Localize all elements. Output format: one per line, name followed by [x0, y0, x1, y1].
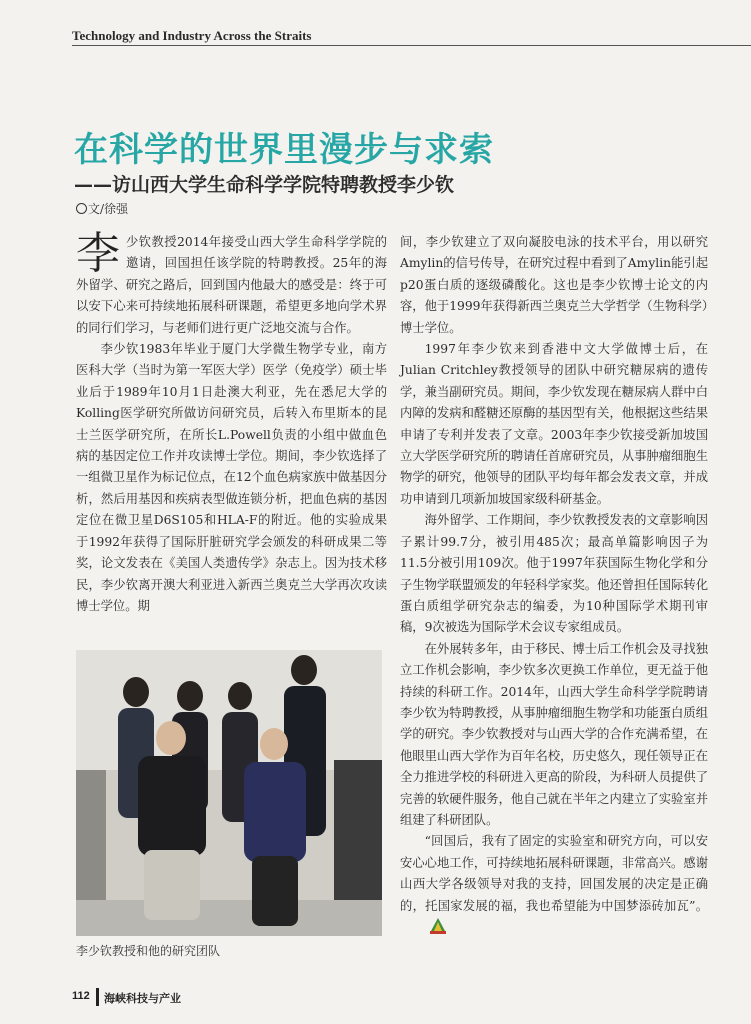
drop-cap: 李 [76, 228, 120, 279]
article-subtitle: ——访山西大学生命科学学院特聘教授李少钦 [74, 174, 455, 196]
journal-name: 海峡科技与产业 [104, 992, 181, 1005]
paragraph [76, 228, 387, 339]
team-photo [76, 650, 382, 936]
right-column [400, 232, 708, 939]
end-mark-icon [403, 917, 423, 935]
paragraph [400, 831, 708, 939]
footer-divider [96, 988, 99, 1006]
paragraph: 海外留学、工作期间，李少钦教授发表的文章影响因子累计99.7分，被引用485次；最高单篇影响因子为11.5分被引用109次。他于1997年获国际生物化学和分子生物学联盟颁发的年轻科学家奖。他还曾担任国际转化蛋白质组学研究杂志的编委，为10种国际学术期刊审稿，9次被选为国际学术会议专家组成员。 [400, 513, 708, 635]
paragraph: 1997年李少钦来到香港中文大学做博士后，在Julian Critchley教授领导的团队中研究糖尿病的遗传学，兼当副研究员。期间，李少钦发现在糖尿病人群中白内障的发病和醛糖还原酶的基因型有关，他根据这些结果申请了专利并发表了文章。2003年李少钦接受新加坡国立大学医学研究所的聘请任首席研究员，从事肿瘤细胞生物学的研究，他领导的团队平均每年都会发表文章，并成功申请到几项新加坡国家级科研基金。 [400, 342, 708, 506]
paragraph: 李少钦1983年毕业于厦门大学微生物学专业，南方医科大学（当时为第一军医大学）医学（免疫学）硕士毕业后于1989年10月1日赴澳大利亚，先在悉尼大学的Kolling医学研究所做访问研究员，后转入布里斯本的昆士兰医学研究所，在所长L.Powell负责的小组中做血色病的基因定位工作并攻读博士学位。期间，李少钦选择了一组微卫星作为标记位点，在12个血色病家族中做基因分析，然后用基因和疾病表型做连锁分析，把血色病的基因定位在微卫星D6S105和HLA-F的附近。他的实验成果于1992年获得了国际肝脏研究学会颁发的科研成果二等奖，论文发表在《美国人类遗传学》杂志上。因为技术移民，李少钦离开澳大利亚进入新西兰奥克兰大学再次攻读博士学位。期 [76, 342, 387, 613]
paragraph: 间，李少钦建立了双向凝胶电泳的技术平台，用以研究Amylin的信号传导，在研究过程中看到了Amylin能引起p20蛋白质的逐级磷酸化。这也是李少钦博士论文的内容，他于1999年获得新西兰奥克兰大学哲学（生物科学）博士学位。 [400, 235, 708, 335]
page-number: 112 [72, 990, 90, 1002]
header-rule [72, 45, 751, 46]
circle-icon [76, 203, 87, 214]
photo-caption: 李少钦教授和他的研究团队 [76, 944, 221, 958]
running-header-title: Technology and Industry Across the Straits [72, 28, 312, 43]
paragraph-text: 少钦教授2014年接受山西大学生命科学学院的邀请，回国担任该学院的特聘教授。25年的海外留学、研究之路后，回到国内他最大的感受是：终于可以安下心来可持续地拓展科研课题，希望更多地向学术界的同行们学习，与老师们进行更广泛地交流与合作。 [76, 235, 387, 335]
running-header [72, 26, 751, 46]
byline [76, 200, 128, 217]
left-column [76, 228, 387, 617]
byline-text: 文/徐强 [88, 202, 129, 216]
paragraph: 在外展转多年，由于移民、博士后工作机会及寻找独立工作机会影响，李少钦多次更换工作单位，更无益于他持续的科研工作。2014年，山西大学生命科学学院聘请李少钦为特聘教授，从事肿瘤细胞生物学和功能蛋白质组学的研究。李少钦教授对与山西大学的合作充满希望，在他眼里山西大学作为百年名校，历史悠久，现任领导正在全力推进学校的科研进入更高的阶段，为科研人员提供了完善的软硬件服务，他自己就在半年之内建立了实验室并组建了科研团队。 [400, 641, 708, 827]
article-title: 在科学的世界里漫步与求索 [74, 130, 494, 170]
paragraph-text: “回国后，我有了固定的实验室和研究方向，可以安安心心地工作，可持续地拓展科研课题，非常高兴。感谢山西大学各级领导对我的支持，回国发展的决定是正确的，托国家发展的福，我也希望能为中国梦添砖加瓦”。 [400, 834, 708, 913]
